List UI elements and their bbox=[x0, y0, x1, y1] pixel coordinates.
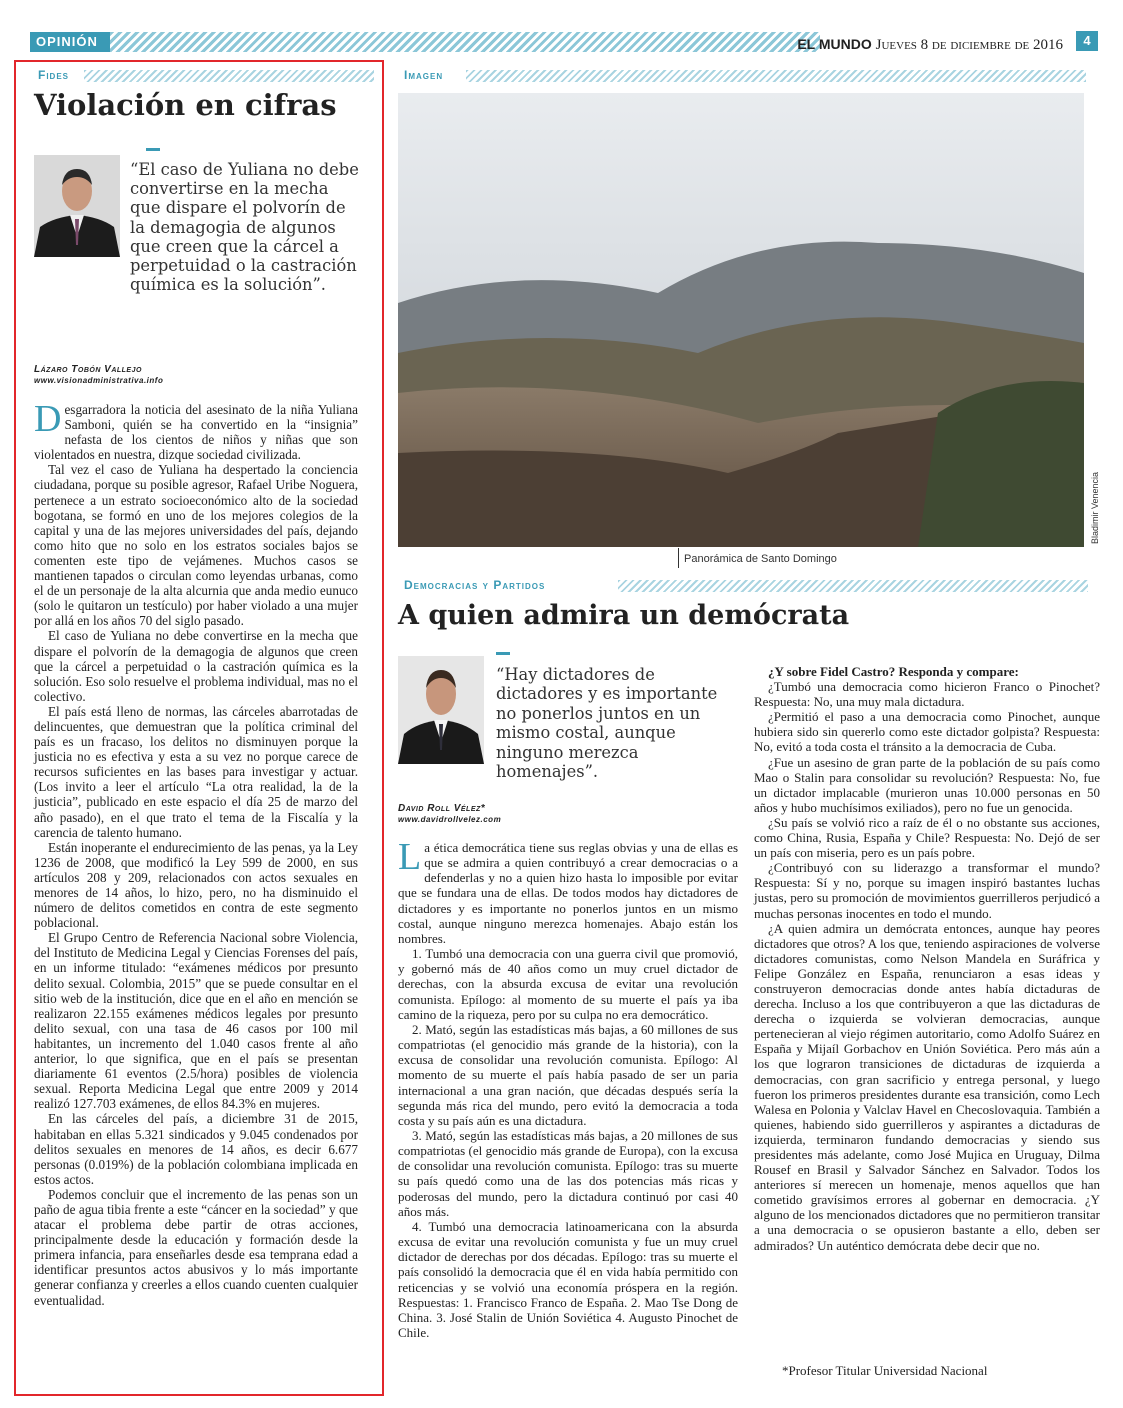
right-quote-dash bbox=[496, 652, 510, 655]
image-tag-stripes bbox=[466, 70, 1086, 82]
paper-name: EL MUNDO bbox=[797, 36, 872, 52]
author-portrait-icon bbox=[34, 155, 120, 257]
author-footnote: *Profesor Titular Universidad Nacional bbox=[782, 1363, 988, 1378]
section-label: OPINIÓN bbox=[30, 32, 110, 52]
left-author-url: www.visionadministrativa.info bbox=[34, 376, 164, 385]
masthead bbox=[797, 36, 1063, 54]
city-panorama-photo bbox=[398, 93, 1084, 547]
section-stripes bbox=[110, 32, 820, 52]
body-paragraph: La ética democrática tiene sus reglas obvias y una de ellas es que se admira a quien contribuyó a crear democracias o a defenderlas y no a quien hizo hasta lo imposible por evitar que se fundara una de ellas. De todos modos hay dictadores de dictadores y es importante no ponerlos juntos en un mismo costal, aunque ninguno merezca homenajes. Abajo están los nombres. bbox=[398, 836, 738, 946]
right-article-tag: Democracias y Partidos bbox=[404, 578, 546, 592]
body-paragraph: 1. Tumbó una democracia con una guerra civil que promovió, y gobernó más de 40 años como un muy cruel dictador de derechas, con la absurda excusa de evitar una revolución comunista. Epílogo: al momento de su muerte el país ya iba camino de la riqueza, pero por su culpa no era democrático. bbox=[398, 946, 738, 1022]
drop-cap: D bbox=[34, 398, 62, 440]
body-paragraph: El caso de Yuliana no debe convertirse en la mecha que dispare el polvorín de la demagogia de algunos que creen que la cárcel a perpetuidad o la castración química es la solución. Eso solo resuelve el problema individual, mas no el colectivo. bbox=[34, 628, 358, 704]
left-article-tag: Fides bbox=[38, 68, 70, 82]
right-author-url: www.davidrollvelez.com bbox=[398, 815, 502, 824]
left-tag-stripes bbox=[84, 70, 374, 82]
author-portrait-icon bbox=[398, 656, 484, 764]
landscape-icon bbox=[398, 93, 1084, 547]
right-article-title: A quien admira un demócrata bbox=[398, 600, 850, 631]
body-paragraph: ¿Contribuyó con su liderazgo a transformar el mundo? Respuesta: Sí y no, porque su imagen inspiró bastantes luchas justas, pero su promoción de movimientos guerrilleros perjudicó a muchas personas inocentes en todo el mundo. bbox=[754, 860, 1100, 921]
drop-cap: L bbox=[398, 836, 422, 878]
body-paragraph: Podemos concluir que el incremento de las penas son un paño de agua tibia frente a este “cáncer en la sociedad” y que atacar el problema debe partir de otras acciones, principalmente desde la educación y formación desde la primera infancia, para enseñarles desde esa temprana edad a identificar presuntos actos abusivos y lo más importante generar confianza y creerles a ellos cuando cuenten cualquier eventualidad. bbox=[34, 1186, 358, 1308]
body-paragraph: Están inoperante el endurecimiento de las penas, ya la Ley 1236 de 2008, que modificó la Ley 599 de 2000, en sus artículos 208 y 209, relacionados con actos sexuales en menores de 14 años, lo hizo, pero, no ha disminuido el número de delitos cometidos en contra de este segmento poblacional. bbox=[34, 839, 358, 931]
left-article-body bbox=[34, 398, 358, 1308]
right-article-col2 bbox=[754, 664, 1100, 1253]
page-number: 4 bbox=[1076, 31, 1098, 51]
body-paragraph: ¿Permitió el paso a una democracia como Pinochet, aunque hubiera sido sin quererlo como este dictador golpista? Respuesta: No, evitó a toda costa el tránsito a la democracia de Cuba. bbox=[754, 709, 1100, 755]
right-author-name: David Roll Vélez* bbox=[398, 803, 486, 814]
photo-credit: Bladimir Venencia bbox=[1090, 471, 1100, 544]
left-author-name: Lázaro Tobón Vallejo bbox=[34, 364, 142, 375]
body-paragraph: Tal vez el caso de Yuliana ha despertado la conciencia ciudadana, porque su posible agresor, Rafael Uribe Noguera, pertenece a un estrato socioeconómico alto de la sociedad bogotana, se formó en uno de los mejores colegios de la capital y una de las mejores universidades del país, dejando como hito que no solo en los estratos sociales bajos se comenten este tipo de vejámenes. Muchos casos se mantienen tapados o circulan como leyendas urbanas, como el de un personaje de la alta alcurnia que anda medio eunuco (solo le quitaron un testículo) por haber violado a una mujer por allá en los años 70 del siglo pasado. bbox=[34, 462, 358, 629]
caption-marker bbox=[678, 548, 679, 568]
left-pull-quote: “El caso de Yuliana no debe convertirse en la mecha que dispare el polvorín de la demagogia de algunos que creen que la cárcel a perpetuidad o la castración química es la solución”. bbox=[130, 160, 359, 295]
body-paragraph: 3. Mató, según las estadísticas más bajas, a 20 millones de sus compatriotas (el genocidio más grande de Europa), con la excusa de consolidar una revolución comunista. Epílogo: tras su muerte su país quedó como una de las dos potencias más ricas y poderosas del mundo, pero la dictadura continuó por casi 40 años más. bbox=[398, 1127, 738, 1219]
author-photo bbox=[34, 155, 120, 257]
body-paragraph: Desgarradora la noticia del asesinato de la niña Yuliana Samboni, quién se ha convertido en la “insignia” nefasta de los cientos de niños y niñas que son violentados en nuestra, dizque sociedad civilizada. bbox=[34, 398, 358, 463]
body-paragraph: El país está lleno de normas, las cárceles abarrotadas de delincuentes, que demuestran que la política criminal del país es un fracaso, los delitos no disminuyen porque la justicia no es efectiva y esta a su vez no porque carece de recursos suficientes en las bases para investigar y actuar. (Los invito a leer el artículo “La otra realidad, la de la justicia”, publicado en este espacio el día 25 de marzo del año pasado), en el que trato el tema de la Fiscalía y la carencia de talento humano. bbox=[34, 703, 358, 840]
right-author-photo bbox=[398, 656, 484, 764]
body-paragraph: ¿A quien admira un demócrata entonces, aunque hay peores dictadores que otros? A los que, teniendo aspiraciones de volverse dictadores comunistas, como Nelson Mandela en Suráfrica y Felipe González en España, renunciaron a esas ideas y construyeron democracias donde antes había dictaduras de derecha. Incluso a los que contribuyeron a que las dictaduras de derecha o izquierda se volvieran democracias, aunque pertenecieran al viejo régimen autoritario, como Adolfo Suárez en España y Mijaíl Gorbachov en Unión Soviética. Pero más aún a los que lograron transiciones de dictaduras de izquierda a democracias, con gran sacrificio y entrega personal, y luego fueron los primeros presidentes durante esa transición, como Lech Walesa en Polonia y Valclav Havel en Checoslovaquia. También a quienes, habiendo sido guerrilleros y aspirantes a dictaduras de izquierda, terminaron fundando democracias y siendo sus presidentes más adelante, como José Mujica en Uruguay, Dilma Rousef en Brasil y Salvador Sánchez en Salvador. Todos los anteriores sí merecen un homenaje, menos aquellos que han cometido gravísimos errores al gobernar en democracia. ¿Y alguno de los mencionados dictadores que no permitieron transitar a una democracia o se opusieron bastante a ello, deben ser admirados? Un auténtico demócrata debe decir que no. bbox=[754, 920, 1100, 1253]
right-pull-quote: “Hay dictadores de dictadores y es importante no ponerlos juntos en un mismo costal, aunque ninguno merezca homenajes”. bbox=[496, 665, 718, 782]
body-paragraph: El Grupo Centro de Referencia Nacional sobre Violencia, del Instituto de Medicina Legal y Ciencias Forenses del país, en un informe titulado: “exámenes médicos por presunto delito sexual. Colombia, 2015” que se puede consultar en el sitio web de la institución, dice que en el año en mención se realizaron 22.155 exámenes médicos legales por presunto delito sexual, con una tasa de 46 casos por 100 mil habitantes, un incremento del 1.040 casos frente al año anterior, lo que significa, que en el país se presentan diariamente 61 eventos (2.5/hora) posibles de violencia sexual. Reporta Medicina Legal que entre 2009 y 2014 realizó 127.703 exámenes, de ellos 84.3% en mujeres. bbox=[34, 930, 358, 1112]
body-paragraph: ¿Tumbó una democracia como hicieron Franco o Pinochet? Respuesta: No, una muy mala dictadura. bbox=[754, 679, 1100, 710]
body-paragraph: ¿Fue un asesino de gran parte de la población de su país como Mao o Stalin para consolidar su revolución? Respuesta: No, fue un dictador implacable (murieron unas 10.000 personas en 50 años y hubo muchísimos exiliados), pero no fue un genocida. bbox=[754, 754, 1100, 815]
col2-heading: ¿Y sobre Fidel Castro? Responda y compare: bbox=[768, 664, 1019, 679]
body-paragraph: ¿Su país se volvió rico a raíz de él o no obstante sus acciones, como China, Rusia, España y Chile? Respuesta: No. Dejó de ser un país con miseria, pero es un país pobre. bbox=[754, 814, 1100, 861]
left-article-title: Violación en cifras bbox=[34, 88, 337, 122]
body-paragraph: 2. Mató, según las estadísticas más bajas, a 60 millones de sus compatriotas (el genocidio más grande de la historia), con la excusa de consolidar una revolución comunista. Epílogo: Al momento de su muerte el país había pasado de ser un paria internacional a una gran nación, que décadas después sería la segunda más rica del mundo, pero evitó la democracia a toda costa y su país aún es una dictadura. bbox=[398, 1021, 738, 1128]
image-section-tag: Imagen bbox=[404, 68, 444, 82]
issue-date: Jueves 8 de diciembre de 2016 bbox=[875, 37, 1063, 53]
right-tag-stripes bbox=[618, 580, 1088, 592]
photo-caption: Panorámica de Santo Domingo bbox=[684, 553, 837, 565]
body-paragraph: 4. Tumbó una democracia latinoamericana con la absurda excusa de evitar una revolución comunista y fue un muy cruel dictador de derechas por dos décadas. Epílogo: tras su muerte el país consolidó la democracia que él en vida había permitido con reticencias y se volvió una economía próspera en la región. Respuestas: 1. Francisco Franco de España. 2. Mao Tse Dong de China. 3. José Stalin de Unión Soviética 4. Augusto Pinochet de Chile. bbox=[398, 1218, 738, 1340]
quote-dash bbox=[146, 148, 160, 151]
body-paragraph: En las cárceles del país, a diciembre 31 de 2015, habitaban en ellas 5.321 sindicados y 9.045 condenados por delitos sexuales en menores de 14 años, es decir 6.677 personas (0.019%) de la población colombiana implicada en estos actos. bbox=[34, 1111, 358, 1187]
right-article-col1 bbox=[398, 836, 738, 1340]
